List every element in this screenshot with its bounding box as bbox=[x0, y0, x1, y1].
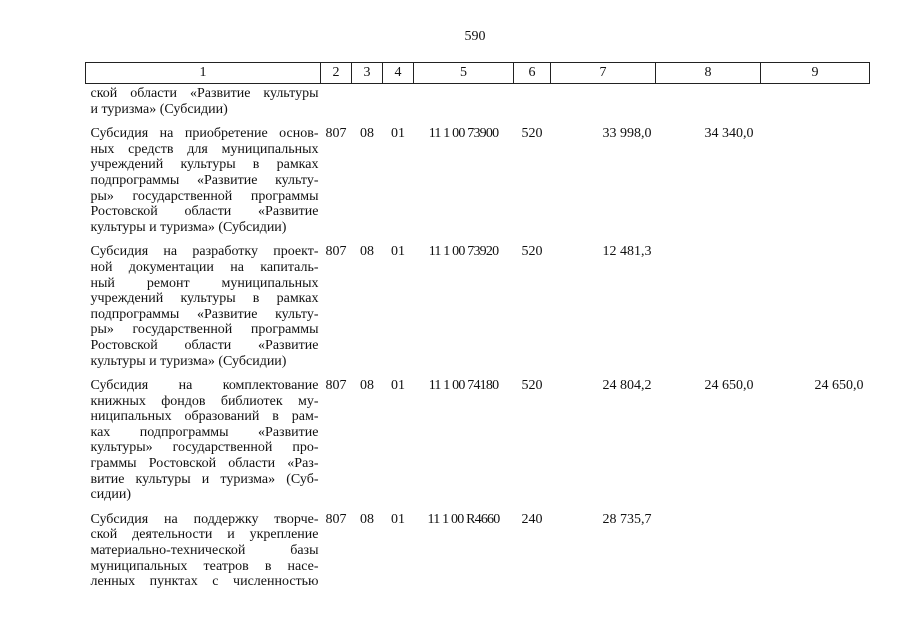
page-number: 590 bbox=[464, 29, 486, 44]
description-line: ных средств для муниципальных bbox=[90, 141, 319, 157]
description-line: и туризма» (Субсидии) bbox=[90, 101, 228, 117]
expense-type-code: 520 bbox=[521, 126, 543, 142]
amount-col9: 24 650,0 bbox=[814, 378, 864, 394]
description-line: Субсидия на приобретение основ- bbox=[90, 126, 319, 142]
target-article-code: 11 1 00 73920 bbox=[428, 244, 499, 260]
amount-col7: 24 804,2 bbox=[602, 378, 652, 394]
subsection-code: 01 bbox=[391, 126, 405, 142]
target-article-code: 11 1 00 74180 bbox=[428, 378, 499, 394]
description-line: Субсидия на разработку проект- bbox=[90, 244, 319, 260]
section-code: 08 bbox=[360, 378, 374, 394]
row-description bbox=[86, 241, 321, 375]
amount-col7: 12 481,3 bbox=[602, 244, 652, 260]
description-line: сидии) bbox=[90, 487, 131, 503]
amount-col8: 24 650,0 bbox=[704, 378, 754, 394]
amount-col7: 28 735,7 bbox=[602, 511, 652, 527]
description-line: учреждений культуры в рамках bbox=[90, 291, 319, 307]
description-line: материально-технической базы bbox=[90, 543, 319, 559]
table-header-row bbox=[86, 63, 870, 84]
subsection-code: 01 bbox=[391, 378, 405, 394]
subsection-code: 01 bbox=[391, 511, 405, 527]
description-line: культуры и туризма» (Субсидии) bbox=[90, 219, 287, 235]
column-header: 8 bbox=[656, 63, 761, 84]
column-header: 6 bbox=[514, 63, 551, 84]
column-header: 4 bbox=[383, 63, 414, 84]
amount-col9 bbox=[761, 509, 870, 596]
expense-type-code: 520 bbox=[521, 378, 543, 394]
table-row bbox=[86, 123, 870, 241]
column-header: 9 bbox=[761, 63, 870, 84]
column-header: 2 bbox=[321, 63, 352, 84]
amount-col9 bbox=[761, 241, 870, 375]
description-line: ный ремонт муниципальных bbox=[90, 275, 319, 291]
description-line: граммы Ростовской области «Раз- bbox=[90, 456, 319, 472]
row-description bbox=[86, 84, 321, 124]
column-header: 5 bbox=[414, 63, 514, 84]
description-line: Ростовской области «Развитие bbox=[90, 204, 319, 220]
table-row bbox=[86, 509, 870, 596]
section-code: 08 bbox=[360, 511, 374, 527]
description-line: ках подпрограммы «Развитие bbox=[90, 424, 319, 440]
description-line: Субсидия на поддержку творче- bbox=[90, 511, 319, 527]
description-line: культуры и туризма» (Субсидии) bbox=[90, 353, 287, 369]
description-line: муниципальных театров в насе- bbox=[90, 558, 319, 574]
description-line: ленных пунктах с численностью bbox=[90, 574, 319, 590]
amount-col8 bbox=[656, 241, 761, 375]
description-line: ной документации на капиталь- bbox=[90, 259, 319, 275]
row-description bbox=[86, 123, 321, 241]
description-line: подпрограммы «Развитие культу- bbox=[90, 306, 319, 322]
ministry-code: 807 bbox=[325, 126, 347, 142]
amount-col8 bbox=[656, 509, 761, 596]
description-line: Субсидия на комплектование bbox=[90, 378, 319, 394]
ministry-code: 807 bbox=[325, 378, 347, 394]
description-line: Ростовской области «Развитие bbox=[90, 337, 319, 353]
expense-type-code: 240 bbox=[521, 511, 543, 527]
target-article-code: 11 1 00 73900 bbox=[428, 126, 499, 142]
description-line: ниципальных образований в рам- bbox=[90, 409, 319, 425]
expense-type-code: 520 bbox=[521, 244, 543, 260]
column-header: 1 bbox=[86, 63, 321, 84]
table-row bbox=[86, 375, 870, 509]
amount-col7: 33 998,0 bbox=[602, 126, 652, 142]
description-line: витие культуры и туризма» (Суб- bbox=[90, 471, 319, 487]
section-code: 08 bbox=[360, 126, 374, 142]
description-line: ской области «Развитие культуры bbox=[90, 86, 319, 101]
description-line: книжных фондов библиотек му- bbox=[90, 393, 319, 409]
amount-col8: 34 340,0 bbox=[704, 126, 754, 142]
description-line: ской деятельности и укрепление bbox=[90, 527, 319, 543]
description-line: культуры» государственной про- bbox=[90, 440, 319, 456]
description-line: подпрограммы «Развитие культу- bbox=[90, 172, 319, 188]
column-header: 7 bbox=[551, 63, 656, 84]
continuation-row bbox=[86, 84, 870, 124]
ministry-code: 807 bbox=[325, 244, 347, 260]
section-code: 08 bbox=[360, 244, 374, 260]
row-description bbox=[86, 375, 321, 509]
description-line: ры» государственной программы bbox=[90, 188, 319, 204]
table-row bbox=[86, 241, 870, 375]
budget-table bbox=[85, 62, 870, 596]
amount-col9 bbox=[761, 123, 870, 241]
ministry-code: 807 bbox=[325, 511, 347, 527]
description-line: учреждений культуры в рамках bbox=[90, 157, 319, 173]
column-header: 3 bbox=[352, 63, 383, 84]
target-article-code: 11 1 00 R4660 bbox=[427, 511, 500, 527]
row-description bbox=[86, 509, 321, 596]
subsection-code: 01 bbox=[391, 244, 405, 260]
description-line: ры» государственной программы bbox=[90, 322, 319, 338]
